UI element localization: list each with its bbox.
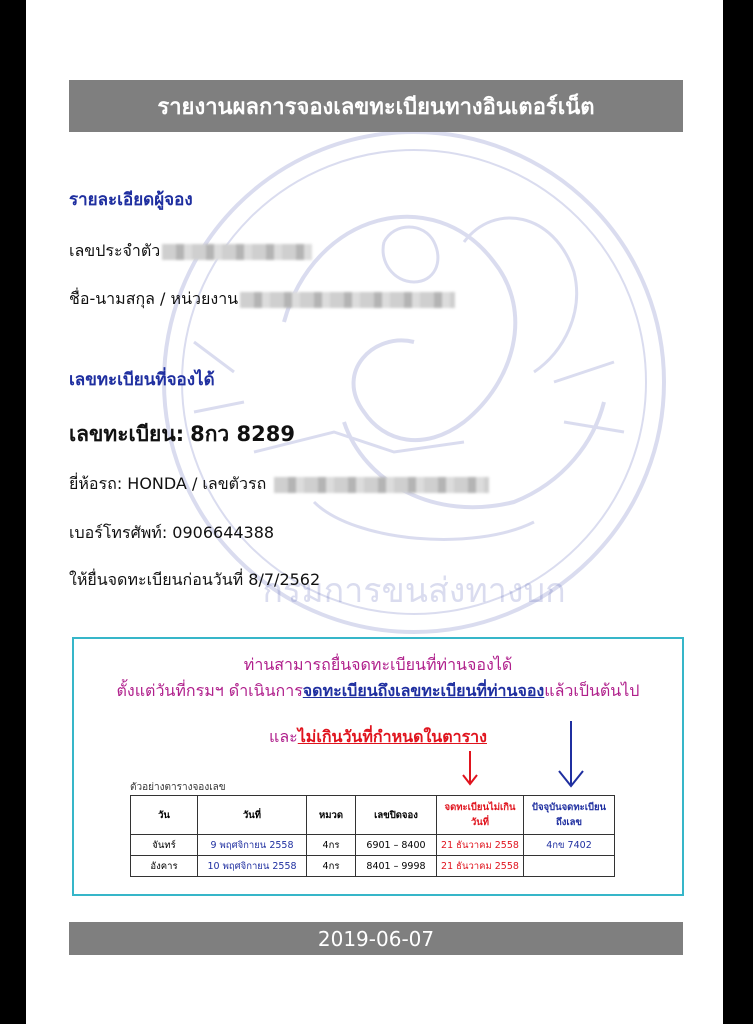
table-row	[131, 856, 615, 877]
name-field	[69, 287, 455, 312]
report-date	[69, 922, 683, 955]
table-cell: อังคาร	[131, 856, 198, 877]
table-row	[131, 835, 615, 856]
table-cell: 21 ธันวาคม 2558	[437, 856, 524, 877]
vehicle-label: ยี่ห้อรถ: HONDA / เลขตัวรถ	[69, 474, 267, 493]
deadline-field: ให้ยื่นจดทะเบียนก่อนวันที่ 8/7/2562	[69, 570, 321, 589]
table-cell: 21 ธันวาคม 2558	[437, 835, 524, 856]
name-label: ชื่อ-นามสกุล / หน่วยงาน	[69, 289, 239, 308]
table-cell: 6901 – 8400	[356, 835, 437, 856]
info-line-2	[74, 679, 682, 704]
table-cell: จันทร์	[131, 835, 198, 856]
table-header: ปัจจุบันจดทะเบียน ถึงเลข	[524, 796, 615, 835]
document-page	[26, 0, 723, 1024]
table-cell: 4กข 7402	[524, 835, 615, 856]
info-line-2-start: ตั้งแต่วันที่กรมฯ ดำเนินการ	[116, 681, 303, 700]
report-title	[69, 80, 683, 132]
report-title-text: รายงานผลการจองเลขทะเบียนทางอินเตอร์เน็ต	[157, 94, 595, 120]
info-line-2-highlight: จดทะเบียนถึงเลขทะเบียนที่ท่านจอง	[302, 681, 545, 700]
info-box	[72, 637, 684, 896]
info-line-2-end: แล้วเป็นต้นไป	[544, 681, 640, 700]
department-seal-watermark	[134, 122, 694, 642]
phone-field: เบอร์โทรศัพท์: 0906644388	[69, 523, 275, 542]
example-table	[130, 795, 615, 877]
plate-label: เลขทะเบียน:	[69, 422, 185, 446]
table-cell	[524, 856, 615, 877]
table-header: วัน	[131, 796, 198, 835]
booked-section-title: เลขทะเบียนที่จองได้	[69, 370, 215, 390]
id-label: เลขประจำตัว	[69, 241, 161, 260]
table-cell: 8401 – 9998	[356, 856, 437, 877]
booker-section-title: รายละเอียดผู้จอง	[69, 190, 193, 210]
id-field	[69, 239, 312, 264]
info-line-3-start: และ	[269, 727, 298, 746]
report-date-text: 2019-06-07	[317, 926, 435, 951]
table-header: เลขปิดจอง	[356, 796, 437, 835]
info-line-3-highlight: ไม่เกินวันที่กำหนดในตาราง	[297, 727, 487, 746]
redacted-id	[162, 244, 312, 260]
seal-text: กรมการขนส่งทางบก	[262, 571, 566, 611]
table-cell: 4กร	[307, 856, 356, 877]
table-header: จดทะเบียนไม่เกิน วันที่	[437, 796, 524, 835]
blue-down-arrow-icon	[556, 719, 586, 789]
table-cell: 9 พฤศจิกายน 2558	[198, 835, 307, 856]
table-cell: 4กร	[307, 835, 356, 856]
example-table-label: ตัวอย่างตารางจองเลข	[130, 782, 226, 793]
info-line-1: ท่านสามารถยื่นจดทะเบียนที่ท่านจองได้	[243, 655, 513, 674]
redacted-name	[240, 292, 455, 308]
plate-number	[69, 418, 301, 451]
table-header: วันที่	[198, 796, 307, 835]
table-cell: 10 พฤศจิกายน 2558	[198, 856, 307, 877]
table-header: หมวด	[307, 796, 356, 835]
info-line-3	[74, 725, 682, 750]
redacted-vehicle-number	[274, 477, 489, 493]
vehicle-field	[69, 472, 489, 497]
red-down-arrow-icon	[460, 749, 480, 787]
plate-value: 8กว 8289	[190, 422, 295, 446]
